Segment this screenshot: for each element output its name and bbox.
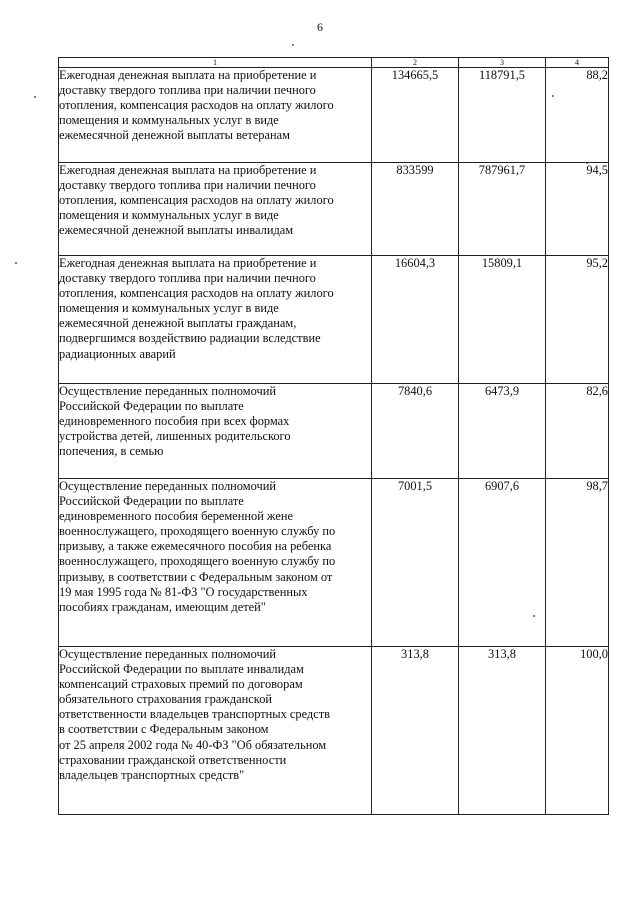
percent-value: 98,7: [546, 479, 609, 647]
actual-value: 6473,9: [459, 384, 546, 479]
actual-value: 787961,7: [459, 163, 546, 256]
table-row: [59, 68, 609, 163]
row-description: Осуществление переданных полномочий Российской Федерации по выплате единовременного пособия при всех формах устройства детей, лишенных родительского попечения, в семью: [59, 384, 372, 479]
table-row: [59, 256, 609, 384]
percent-value: 100,0: [546, 647, 609, 815]
planned-value: 833599: [372, 163, 459, 256]
column-number: 3: [459, 58, 546, 68]
percent-value: 95,2: [546, 256, 609, 384]
scan-speck: [15, 262, 17, 264]
planned-value: 16604,3: [372, 256, 459, 384]
planned-value: 7840,6: [372, 384, 459, 479]
row-description: Ежегодная денежная выплата на приобретение и доставку твердого топлива при наличии печного отопления, компенсация расходов на оплату жилого помещения и коммунальных услуг в виде ежемесячной денежной выплаты инвалидам: [59, 163, 372, 256]
table-row: [59, 384, 609, 479]
percent-value: 94,5: [546, 163, 609, 256]
table-row: [59, 479, 609, 647]
actual-value: 118791,5: [459, 68, 546, 163]
planned-value: 7001,5: [372, 479, 459, 647]
actual-value: 313,8: [459, 647, 546, 815]
row-description: Осуществление переданных полномочий Российской Федерации по выплате единовременного пособия беременной жене военнослужащего, проходящего военную службу по призыву, а также ежемесячного пособия на ребенка военнослужащего, проходящего военную службу по призыву, в соответствии с Федеральным законом от 19 мая 1995 года № 81-ФЗ "О государственных пособиях гражданам, имеющим детей": [59, 479, 372, 647]
column-number: 1: [59, 58, 372, 68]
column-number: 4: [546, 58, 609, 68]
table-row: [59, 163, 609, 256]
budget-table: [58, 57, 609, 815]
percent-value: 88,2: [546, 68, 609, 163]
table-row: [59, 647, 609, 815]
actual-value: 15809,1: [459, 256, 546, 384]
row-description: Ежегодная денежная выплата на приобретение и доставку твердого топлива при наличии печного отопления, компенсация расходов на оплату жилого помещения и коммунальных услуг в виде ежемесячной денежной выплаты гражданам, подвергшимся воздействию радиации вследствие радиационных аварий: [59, 256, 372, 384]
row-description: Осуществление переданных полномочий Российской Федерации по выплате инвалидам компенсаций страховых премий по договорам обязательного страхования гражданской ответственности владельцев транспортных средств в соответствии с Федеральным законом от 25 апреля 2002 года № 40-ФЗ "Об обязательном страховании гражданской ответственности владельцев транспортных средств": [59, 647, 372, 815]
planned-value: 313,8: [372, 647, 459, 815]
page-number: 6: [317, 20, 323, 34]
actual-value: 6907,6: [459, 479, 546, 647]
column-number-row: [59, 58, 609, 68]
percent-value: 82,6: [546, 384, 609, 479]
scan-speck: [292, 44, 294, 46]
row-description: Ежегодная денежная выплата на приобретение и доставку твердого топлива при наличии печного отопления, компенсация расходов на оплату жилого помещения и коммунальных услуг в виде ежемесячной денежной выплаты ветеранам: [59, 68, 372, 163]
planned-value: 134665,5: [372, 68, 459, 163]
scan-speck: [34, 96, 36, 98]
column-number: 2: [372, 58, 459, 68]
